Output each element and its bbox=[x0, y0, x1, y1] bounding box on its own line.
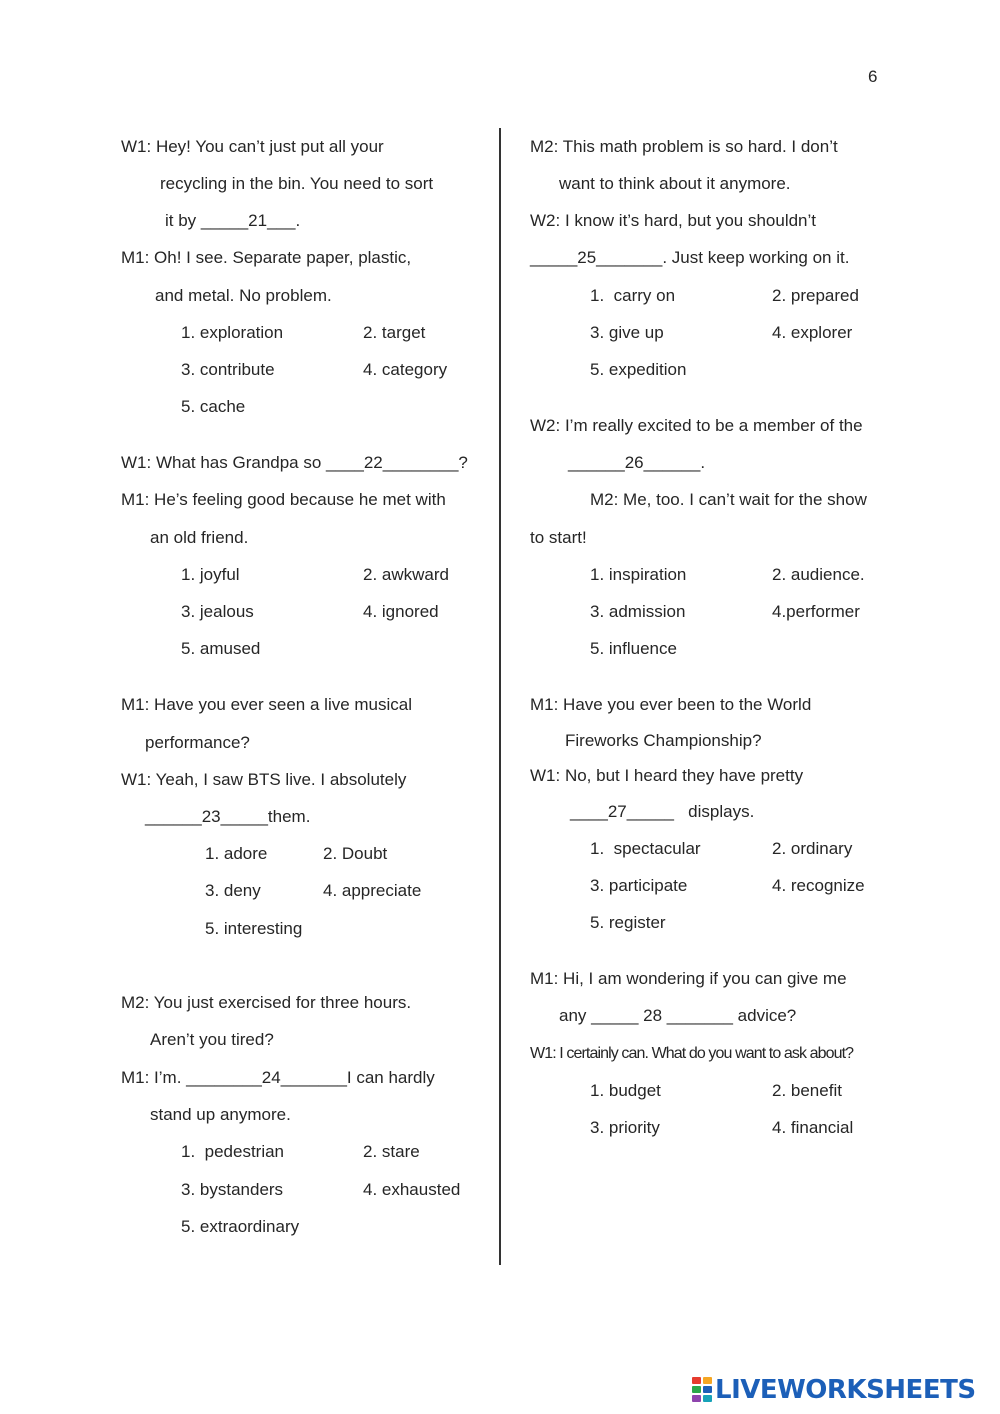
dialogue-line: M1: Have you ever seen a live musical bbox=[121, 695, 413, 714]
dialogue-line: any _____ 28 _______ advice? bbox=[559, 1006, 797, 1025]
answer-option[interactable]: 1. exploration bbox=[181, 323, 284, 342]
answer-option[interactable]: 2. stare bbox=[363, 1142, 420, 1161]
answer-option[interactable]: 3. give up bbox=[590, 323, 664, 342]
answer-option[interactable]: 2. target bbox=[363, 323, 426, 342]
dialogue-line: M1: I’m. ________24_______I can hardly bbox=[121, 1068, 435, 1087]
answer-option[interactable]: 3. contribute bbox=[181, 360, 275, 379]
answer-option[interactable]: 1. budget bbox=[590, 1081, 661, 1100]
answer-option[interactable]: 1. adore bbox=[205, 844, 268, 863]
answer-option[interactable]: 4. exhausted bbox=[363, 1180, 461, 1199]
dialogue-line: M2: You just exercised for three hours. bbox=[121, 993, 412, 1012]
dialogue-line: M2: This math problem is so hard. I don’t bbox=[530, 137, 838, 156]
dialogue-line: it by _____21___. bbox=[165, 211, 301, 230]
answer-option[interactable]: 3. participate bbox=[590, 876, 688, 895]
answer-option[interactable]: 4.performer bbox=[772, 602, 860, 621]
dialogue-line: W1: I certainly can. What do you want to ask about? bbox=[530, 1045, 854, 1062]
answer-option[interactable]: 3. admission bbox=[590, 602, 686, 621]
answer-option[interactable]: 5. amused bbox=[181, 639, 261, 658]
dialogue-line: M1: He’s feeling good because he met with bbox=[121, 490, 446, 509]
dialogue-line: recycling in the bin. You need to sort bbox=[160, 174, 434, 193]
dialogue-line: an old friend. bbox=[150, 528, 249, 547]
dialogue-line: ______23_____them. bbox=[145, 807, 311, 826]
answer-option[interactable]: 5. influence bbox=[590, 639, 677, 658]
answer-option[interactable]: 4. explorer bbox=[772, 323, 853, 342]
answer-option[interactable]: 1. inspiration bbox=[590, 565, 687, 584]
answer-option[interactable]: 5. cache bbox=[181, 397, 246, 416]
answer-option[interactable]: 5. expedition bbox=[590, 360, 687, 379]
liveworksheets-logo bbox=[692, 1376, 976, 1404]
dialogue-line: ____27_____ displays. bbox=[570, 802, 755, 821]
answer-option[interactable]: 5. interesting bbox=[205, 919, 303, 938]
dialogue-line: performance? bbox=[145, 733, 250, 752]
answer-option[interactable]: 2. benefit bbox=[772, 1081, 842, 1100]
dialogue-line: W2: I know it’s hard, but you shouldn’t bbox=[530, 211, 817, 230]
answer-option[interactable]: 3. jealous bbox=[181, 602, 254, 621]
dialogue-line: want to think about it anymore. bbox=[559, 174, 791, 193]
logo-tiles-icon bbox=[692, 1377, 712, 1403]
answer-option[interactable]: 5. register bbox=[590, 913, 666, 932]
dialogue-line: W1: Yeah, I saw BTS live. I absolutely bbox=[121, 770, 407, 789]
brand-name: LIVEWORKSHEETS bbox=[715, 1375, 976, 1405]
dialogue-line: W2: I’m really excited to be a member of the bbox=[530, 416, 863, 435]
answer-option[interactable]: 2. Doubt bbox=[323, 844, 388, 863]
answer-option[interactable]: 1. pedestrian bbox=[181, 1142, 285, 1161]
dialogue-line: to start! bbox=[530, 528, 587, 547]
answer-option[interactable]: 2. audience. bbox=[772, 565, 865, 584]
answer-option[interactable]: 2. prepared bbox=[772, 286, 859, 305]
dialogue-line: M1: Oh! I see. Separate paper, plastic, bbox=[121, 248, 412, 267]
answer-option[interactable]: 1. spectacular bbox=[590, 839, 701, 858]
answer-option[interactable]: 4. financial bbox=[772, 1118, 854, 1137]
answer-option[interactable]: 3. deny bbox=[205, 881, 261, 900]
answer-option[interactable]: 4. category bbox=[363, 360, 448, 379]
answer-option[interactable]: 1. carry on bbox=[590, 286, 676, 305]
answer-option[interactable]: 2. awkward bbox=[363, 565, 449, 584]
page-number: 6 bbox=[868, 67, 878, 86]
dialogue-line: stand up anymore. bbox=[150, 1105, 291, 1124]
answer-option[interactable]: 4. appreciate bbox=[323, 881, 422, 900]
dialogue-line: M1: Hi, I am wondering if you can give me bbox=[530, 969, 847, 988]
dialogue-line: M1: Have you ever been to the World bbox=[530, 695, 812, 714]
dialogue-line: W1: What has Grandpa so ____22________? bbox=[121, 453, 468, 472]
dialogue-line: and metal. No problem. bbox=[155, 286, 332, 305]
answer-option[interactable]: 3. bystanders bbox=[181, 1180, 284, 1199]
dialogue-line: W1: No, but I heard they have pretty bbox=[530, 766, 804, 785]
column-divider bbox=[499, 128, 501, 1265]
dialogue-line: _____25_______. Just keep working on it. bbox=[530, 248, 850, 267]
dialogue-line: W1: Hey! You can’t just put all your bbox=[121, 137, 384, 156]
dialogue-line: Aren’t you tired? bbox=[150, 1030, 274, 1049]
answer-option[interactable]: 1. joyful bbox=[181, 565, 240, 584]
dialogue-line: M2: Me, too. I can’t wait for the show bbox=[590, 490, 867, 509]
answer-option[interactable]: 4. ignored bbox=[363, 602, 439, 621]
answer-option[interactable]: 2. ordinary bbox=[772, 839, 853, 858]
dialogue-line: ______26______. bbox=[568, 453, 706, 472]
dialogue-line: Fireworks Championship? bbox=[565, 731, 762, 750]
answer-option[interactable]: 4. recognize bbox=[772, 876, 865, 895]
answer-option[interactable]: 3. priority bbox=[590, 1118, 660, 1137]
answer-option[interactable]: 5. extraordinary bbox=[181, 1217, 300, 1236]
